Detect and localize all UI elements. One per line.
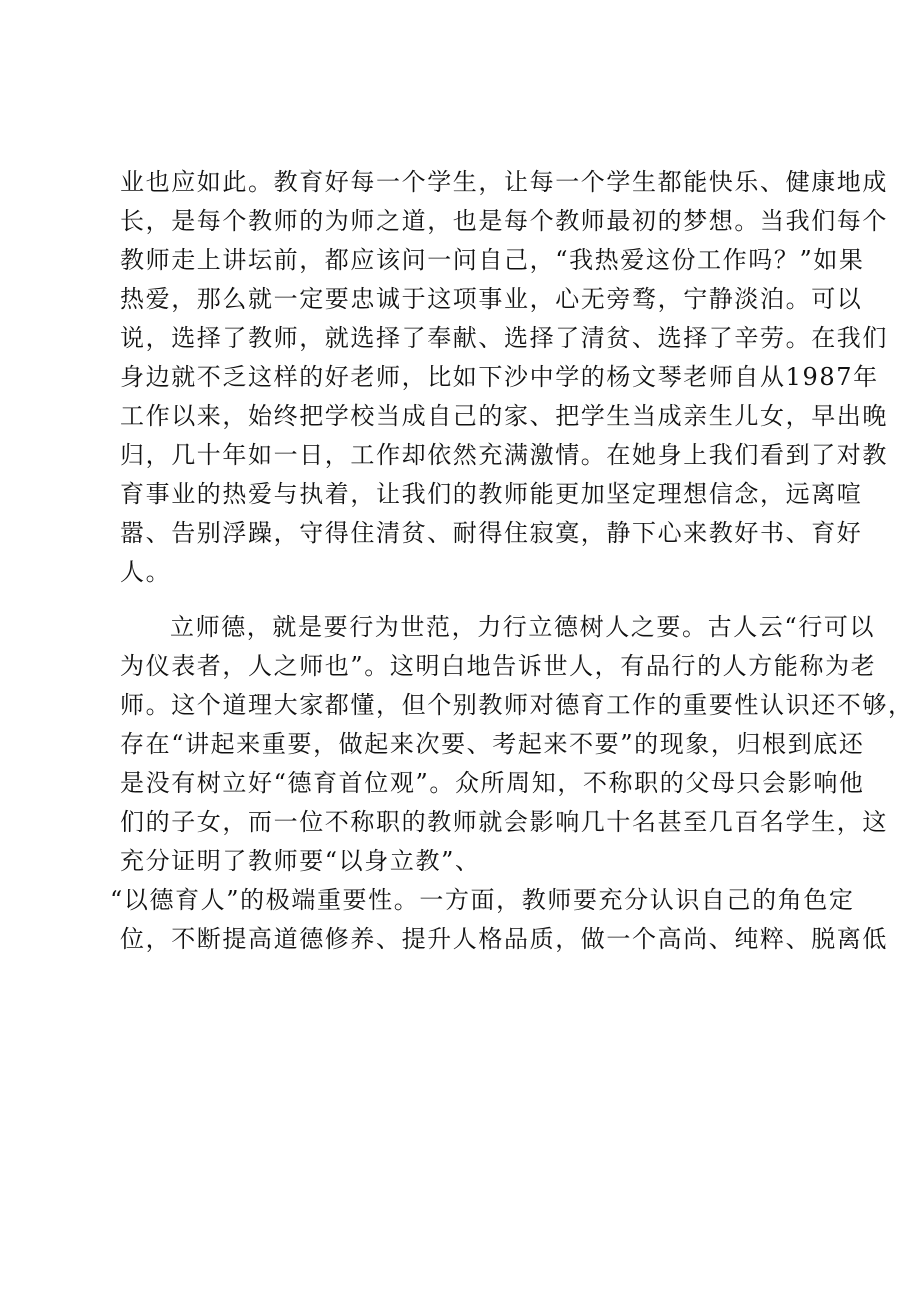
text-line: 教师走上讲坛前，都应该问一问自己，“我热爱这份工作吗？”如果 [120,246,865,274]
paragraph-1 [120,163,888,592]
text-line: 热爱，那么就一定要忠诚于这项事业，心无旁骛，宁静淡泊。可以 [120,285,863,313]
text-line: 立师德，就是要行为世范，力行立德树人之要。古人云“行可以 [170,613,876,641]
text-line: 育事业的热爱与执着，让我们的教师能更加坚定理想信念，远离喧 [120,480,863,508]
text-line: 工作以来，始终把学校当成自己的家、把学生当成亲生儿女，早出晚 [120,402,888,430]
text-line: 师。这个道理大家都懂，但个别教师对德育工作的重要性认识还不够， [120,691,914,719]
body-text [110,163,914,959]
paragraph-3 [110,881,888,959]
paragraph-2 [120,608,914,881]
text-line: 是没有树立好“德育首位观”。众所周知，不称职的父母只会影响他 [120,769,865,797]
text-line: 说，选择了教师，就选择了奉献、选择了清贫、选择了辛劳。在我们 [120,324,888,352]
text-line: 们的子女，而一位不称职的教师就会影响几十名甚至几百名学生，这 [120,808,888,836]
text-line: 归，几十年如一日，工作却依然充满激情。在她身上我们看到了对教 [120,441,888,469]
text-line: 位，不断提高道德修养、提升人格品质，做一个高尚、纯粹、脱离低 [120,925,888,953]
text-line: 存在“讲起来重要，做起来次要、考起来不要”的现象，归根到底还 [120,730,865,758]
text-line: 身边就不乏这样的好老师，比如下沙中学的杨文琴老师自从1987年 [120,363,879,391]
text-line: 业也应如此。教育好每一个学生，让每一个学生都能快乐、健康地成 [120,168,888,196]
text-line: “以德育人”的极端重要性。一方面，教师要充分认识自己的角色定 [110,886,855,914]
text-line: 充分证明了教师要“以身立教”、 [120,847,481,875]
text-line: 为仪表者，人之师也”。这明白地告诉世人，有品行的人方能称为老 [120,652,877,680]
text-line: 人。 [120,558,172,586]
text-line: 长，是每个教师的为师之道，也是每个教师最初的梦想。当我们每个 [120,207,888,235]
text-line: 嚣、告别浮躁，守得住清贫、耐得住寂寞，静下心来教好书、育好 [120,519,863,547]
